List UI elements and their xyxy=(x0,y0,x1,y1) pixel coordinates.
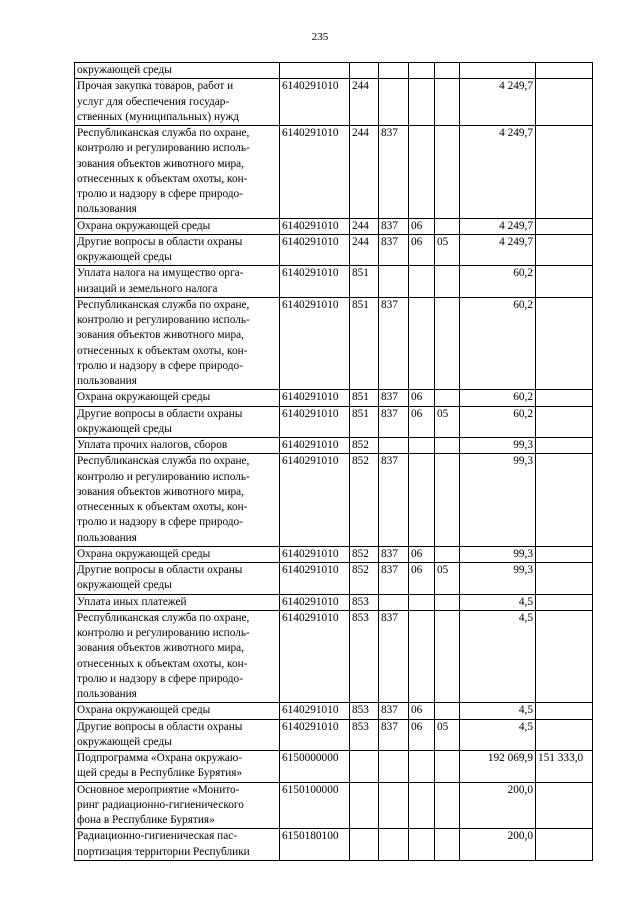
row-administrator-cell: 837 xyxy=(379,297,409,390)
row-subsection-cell xyxy=(435,390,460,406)
row-amount-cell: 99,3 xyxy=(460,546,536,562)
row-expense-type-cell xyxy=(350,829,379,861)
table-row xyxy=(75,406,593,438)
table-row xyxy=(75,390,593,406)
row-administrator-cell: 837 xyxy=(379,719,409,751)
table-row xyxy=(75,719,593,751)
row-section-cell xyxy=(409,782,435,829)
row-amount-2-cell xyxy=(536,438,593,454)
row-amount-cell: 4,5 xyxy=(460,719,536,751)
row-amount-2-cell xyxy=(536,454,593,547)
row-expense-type-cell: 244 xyxy=(350,126,379,219)
row-name-cell: Другие вопросы в области охраны окружающей среды xyxy=(75,719,280,751)
row-subsection-cell: 05 xyxy=(435,563,460,595)
row-subsection-cell xyxy=(435,829,460,861)
row-amount-2-cell xyxy=(536,218,593,234)
table-row xyxy=(75,829,593,861)
row-section-cell: 06 xyxy=(409,234,435,266)
table-row xyxy=(75,438,593,454)
row-amount-cell: 192 069,9 xyxy=(460,751,536,783)
row-expense-type-cell: 853 xyxy=(350,610,379,703)
row-administrator-cell xyxy=(379,266,409,298)
row-name-cell: Другие вопросы в области охраны окружающей среды xyxy=(75,406,280,438)
row-amount-cell: 200,0 xyxy=(460,829,536,861)
table-row xyxy=(75,63,593,79)
row-name-cell: Прочая закупка товаров, работ и услуг для обеспечения государ- ственных (муниципальных) нужд xyxy=(75,79,280,126)
row-amount-cell: 4,5 xyxy=(460,610,536,703)
row-administrator-cell: 837 xyxy=(379,406,409,438)
row-name-cell: Радиационно-гигиеническая пас- портизация территории Республики xyxy=(75,829,280,861)
row-amount-cell: 200,0 xyxy=(460,782,536,829)
row-expense-type-cell: 853 xyxy=(350,594,379,610)
row-amount-2-cell: 151 333,0 xyxy=(536,751,593,783)
row-subsection-cell xyxy=(435,266,460,298)
row-target-article-cell: 6140291010 xyxy=(280,563,350,595)
row-amount-cell: 4 249,7 xyxy=(460,79,536,126)
row-section-cell xyxy=(409,594,435,610)
row-target-article-cell: 6150100000 xyxy=(280,782,350,829)
row-amount-cell xyxy=(460,63,536,79)
row-target-article-cell: 6140291010 xyxy=(280,218,350,234)
row-subsection-cell xyxy=(435,610,460,703)
row-name-cell: Уплата налога на имущество орга- низаций и земельного налога xyxy=(75,266,280,298)
row-target-article-cell: 6150000000 xyxy=(280,751,350,783)
row-amount-2-cell xyxy=(536,63,593,79)
row-administrator-cell xyxy=(379,79,409,126)
row-subsection-cell xyxy=(435,297,460,390)
row-section-cell: 06 xyxy=(409,719,435,751)
row-target-article-cell: 6140291010 xyxy=(280,594,350,610)
row-name-cell: Республиканская служба по охране, контролю и регулированию исполь- зования объектов животного мира, отнесенных к объектам охоты, кон- тролю и надзору в сфере природо- пользования xyxy=(75,297,280,390)
row-subsection-cell xyxy=(435,546,460,562)
table-row xyxy=(75,218,593,234)
row-target-article-cell: 6140291010 xyxy=(280,438,350,454)
row-amount-cell: 99,3 xyxy=(460,438,536,454)
table-row xyxy=(75,563,593,595)
row-expense-type-cell: 851 xyxy=(350,297,379,390)
row-administrator-cell: 837 xyxy=(379,546,409,562)
row-target-article-cell: 6140291010 xyxy=(280,390,350,406)
table-row xyxy=(75,234,593,266)
table-row xyxy=(75,297,593,390)
row-administrator-cell xyxy=(379,829,409,861)
row-expense-type-cell: 853 xyxy=(350,719,379,751)
row-target-article-cell: 6140291010 xyxy=(280,610,350,703)
row-amount-cell: 4 249,7 xyxy=(460,234,536,266)
row-amount-2-cell xyxy=(536,546,593,562)
row-amount-2-cell xyxy=(536,594,593,610)
row-target-article-cell: 6140291010 xyxy=(280,79,350,126)
row-section-cell xyxy=(409,438,435,454)
row-expense-type-cell: 244 xyxy=(350,79,379,126)
budget-table xyxy=(74,62,593,861)
row-section-cell xyxy=(409,454,435,547)
row-target-article-cell: 6140291010 xyxy=(280,719,350,751)
row-amount-cell: 4,5 xyxy=(460,594,536,610)
row-subsection-cell xyxy=(435,594,460,610)
row-administrator-cell xyxy=(379,594,409,610)
row-target-article-cell: 6140291010 xyxy=(280,454,350,547)
row-subsection-cell xyxy=(435,126,460,219)
row-section-cell: 06 xyxy=(409,218,435,234)
row-administrator-cell xyxy=(379,782,409,829)
row-subsection-cell xyxy=(435,438,460,454)
row-section-cell: 06 xyxy=(409,563,435,595)
table-row xyxy=(75,79,593,126)
row-amount-cell: 4 249,7 xyxy=(460,218,536,234)
table-row xyxy=(75,126,593,219)
row-name-cell: Охрана окружающей среды xyxy=(75,390,280,406)
row-section-cell xyxy=(409,126,435,219)
row-amount-cell: 60,2 xyxy=(460,266,536,298)
row-amount-2-cell xyxy=(536,266,593,298)
row-section-cell: 06 xyxy=(409,390,435,406)
row-name-cell: Основное мероприятие «Монито- ринг радиационно-гигиенического фона в Республике Бурятия» xyxy=(75,782,280,829)
row-amount-2-cell xyxy=(536,406,593,438)
row-subsection-cell xyxy=(435,782,460,829)
row-expense-type-cell: 851 xyxy=(350,406,379,438)
table-body xyxy=(75,63,593,861)
row-subsection-cell xyxy=(435,218,460,234)
row-amount-cell: 60,2 xyxy=(460,406,536,438)
row-amount-cell: 99,3 xyxy=(460,563,536,595)
row-target-article-cell: 6140291010 xyxy=(280,546,350,562)
row-amount-cell: 99,3 xyxy=(460,454,536,547)
row-target-article-cell: 6140291010 xyxy=(280,266,350,298)
row-section-cell xyxy=(409,297,435,390)
row-subsection-cell xyxy=(435,79,460,126)
row-name-cell: Республиканская служба по охране, контролю и регулированию исполь- зования объектов животного мира, отнесенных к объектам охоты, кон- тролю и надзору в сфере природо- пользования xyxy=(75,126,280,219)
row-expense-type-cell: 853 xyxy=(350,703,379,719)
row-name-cell: Подпрограмма «Охрана окружаю- щей среды в Республике Бурятия» xyxy=(75,751,280,783)
row-expense-type-cell xyxy=(350,782,379,829)
row-section-cell: 06 xyxy=(409,406,435,438)
row-amount-cell: 4,5 xyxy=(460,703,536,719)
row-expense-type-cell xyxy=(350,63,379,79)
row-expense-type-cell xyxy=(350,751,379,783)
row-expense-type-cell: 852 xyxy=(350,546,379,562)
row-amount-2-cell xyxy=(536,390,593,406)
row-amount-2-cell xyxy=(536,126,593,219)
row-target-article-cell: 6140291010 xyxy=(280,126,350,219)
row-subsection-cell xyxy=(435,454,460,547)
row-expense-type-cell: 851 xyxy=(350,266,379,298)
row-amount-2-cell xyxy=(536,297,593,390)
row-target-article-cell: 6140291010 xyxy=(280,234,350,266)
row-amount-cell: 60,2 xyxy=(460,390,536,406)
row-subsection-cell: 05 xyxy=(435,234,460,266)
row-administrator-cell: 837 xyxy=(379,126,409,219)
row-name-cell: Охрана окружающей среды xyxy=(75,218,280,234)
row-amount-2-cell xyxy=(536,610,593,703)
row-amount-2-cell xyxy=(536,829,593,861)
row-target-article-cell: 6140291010 xyxy=(280,703,350,719)
table-row xyxy=(75,610,593,703)
row-target-article-cell: 6140291010 xyxy=(280,297,350,390)
row-target-article-cell xyxy=(280,63,350,79)
row-amount-2-cell xyxy=(536,719,593,751)
row-expense-type-cell: 244 xyxy=(350,218,379,234)
row-amount-2-cell xyxy=(536,703,593,719)
row-administrator-cell: 837 xyxy=(379,234,409,266)
row-section-cell xyxy=(409,79,435,126)
row-expense-type-cell: 244 xyxy=(350,234,379,266)
row-administrator-cell: 837 xyxy=(379,610,409,703)
table-row xyxy=(75,782,593,829)
row-administrator-cell: 837 xyxy=(379,218,409,234)
table-row xyxy=(75,266,593,298)
row-section-cell xyxy=(409,63,435,79)
row-expense-type-cell: 851 xyxy=(350,390,379,406)
row-expense-type-cell: 852 xyxy=(350,454,379,547)
row-amount-cell: 60,2 xyxy=(460,297,536,390)
row-section-cell: 06 xyxy=(409,703,435,719)
row-administrator-cell: 837 xyxy=(379,563,409,595)
row-name-cell: Уплата иных платежей xyxy=(75,594,280,610)
row-amount-2-cell xyxy=(536,79,593,126)
row-name-cell: Охрана окружающей среды xyxy=(75,703,280,719)
row-subsection-cell xyxy=(435,63,460,79)
row-administrator-cell: 837 xyxy=(379,703,409,719)
row-administrator-cell: 837 xyxy=(379,454,409,547)
row-name-cell: Другие вопросы в области охраны окружающей среды xyxy=(75,234,280,266)
row-administrator-cell xyxy=(379,63,409,79)
row-target-article-cell: 6140291010 xyxy=(280,406,350,438)
page-number: 235 xyxy=(311,31,329,43)
row-administrator-cell xyxy=(379,751,409,783)
row-section-cell: 06 xyxy=(409,546,435,562)
row-section-cell xyxy=(409,266,435,298)
row-name-cell: Другие вопросы в области охраны окружающей среды xyxy=(75,563,280,595)
row-amount-2-cell xyxy=(536,563,593,595)
table-row xyxy=(75,751,593,783)
row-administrator-cell: 837 xyxy=(379,390,409,406)
row-name-cell: Охрана окружающей среды xyxy=(75,546,280,562)
table-row xyxy=(75,594,593,610)
row-section-cell xyxy=(409,829,435,861)
row-section-cell xyxy=(409,610,435,703)
row-amount-2-cell xyxy=(536,234,593,266)
row-name-cell: Республиканская служба по охране, контролю и регулированию исполь- зования объектов животного мира, отнесенных к объектам охоты, кон- тролю и надзору в сфере природо- пользования xyxy=(75,610,280,703)
table-row xyxy=(75,546,593,562)
row-expense-type-cell: 852 xyxy=(350,563,379,595)
row-subsection-cell xyxy=(435,703,460,719)
row-amount-2-cell xyxy=(536,782,593,829)
row-subsection-cell: 05 xyxy=(435,406,460,438)
row-expense-type-cell: 852 xyxy=(350,438,379,454)
row-name-cell: Республиканская служба по охране, контролю и регулированию исполь- зования объектов животного мира, отнесенных к объектам охоты, кон- тролю и надзору в сфере природо- пользования xyxy=(75,454,280,547)
row-administrator-cell xyxy=(379,438,409,454)
table-row xyxy=(75,454,593,547)
row-subsection-cell: 05 xyxy=(435,719,460,751)
row-subsection-cell xyxy=(435,751,460,783)
row-amount-cell: 4 249,7 xyxy=(460,126,536,219)
table-row xyxy=(75,703,593,719)
row-name-cell: окружающей среды xyxy=(75,63,280,79)
row-name-cell: Уплата прочих налогов, сборов xyxy=(75,438,280,454)
row-section-cell xyxy=(409,751,435,783)
row-target-article-cell: 6150180100 xyxy=(280,829,350,861)
